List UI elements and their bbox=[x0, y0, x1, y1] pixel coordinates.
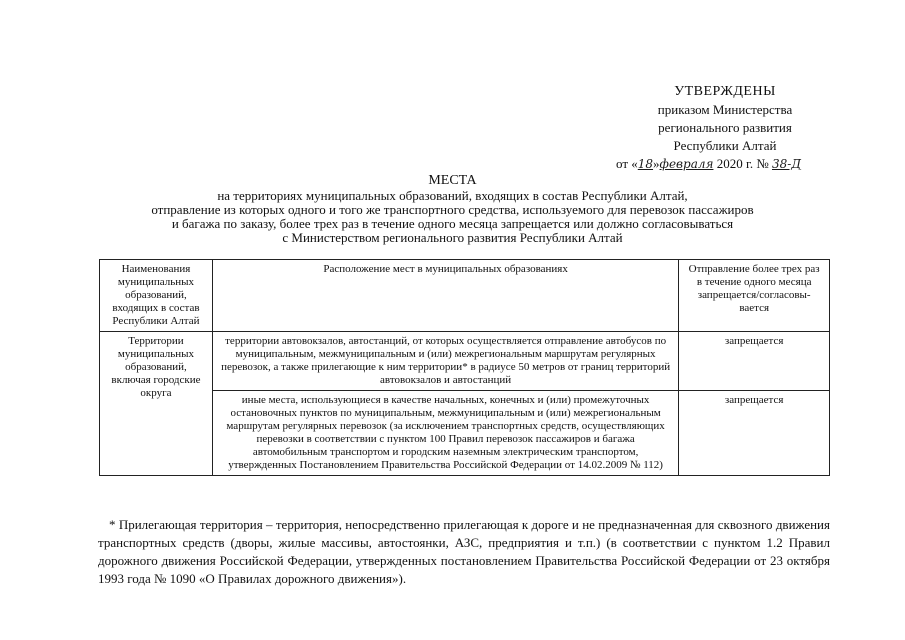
table-header-row bbox=[100, 260, 830, 332]
handwritten-day: 18 bbox=[637, 157, 654, 171]
title-line-1: на территориях муниципальных образований, входящих в состав Республики Алтай, bbox=[217, 188, 688, 203]
places-table bbox=[99, 259, 830, 476]
header-locations: Расположение мест в муниципальных образованиях bbox=[212, 260, 678, 332]
approval-line-2: регионального развития bbox=[658, 120, 792, 135]
footnote: * Прилегающая территория – территория, непосредственно прилегающая к дороге и не предназначенная для сквозного движения транспортных средств (дворы, жилые массивы, автостоянки, АЗС, предприятия и т.п.) (в соответствии с пунктом 1.2 Правил дорожного движения Российской Федерации, утвержденных постановлением Правительства Российской Федерации от 23 октября 1993 года № 1090 «О Правилах дорожного движения»). bbox=[98, 517, 830, 586]
table-row bbox=[100, 332, 830, 391]
approval-date-line bbox=[600, 155, 850, 173]
approval-line-3: Республики Алтай bbox=[673, 138, 777, 153]
title-line-3: и багажа по заказу, более трех раз в течение одного месяца запрещается или должно согласовываться bbox=[171, 216, 734, 231]
status-cell: запрещается bbox=[679, 332, 830, 391]
status-cell: запрещается bbox=[679, 391, 830, 476]
location-cell: территории автовокзалов, автостанций, от которых осуществляется отправление автобусов по муниципальным, межмуниципальным и (или) межрегиональным маршрутам регулярных перевозок, а также прилегающие к ним территории* в радиусе 50 метров от границ территорий автовокзалов и автостанций bbox=[212, 332, 678, 391]
header-municipalities: Наименования муниципальных образований, входящих в состав Республики Алтай bbox=[100, 260, 213, 332]
date-prefix: от « bbox=[616, 156, 638, 171]
date-mid: » bbox=[653, 156, 660, 171]
approval-heading: УТВЕРЖДЕНЫ bbox=[674, 84, 776, 99]
approval-line-1: приказом Министерства bbox=[657, 102, 793, 117]
title-line-2: отправление из которых одного и того же транспортного средства, используемого для перевозок пассажиров bbox=[151, 202, 754, 217]
handwritten-month: февраля bbox=[659, 157, 714, 171]
approval-block bbox=[600, 83, 850, 173]
title-line-4: с Министерством регионального развития Республики Алтай bbox=[282, 230, 623, 245]
group-cell: Территории муниципальных образований, включая городские округа bbox=[100, 332, 213, 476]
handwritten-doc-number: 38-Д bbox=[771, 157, 802, 171]
date-year: 2020 г. № bbox=[713, 156, 772, 171]
header-departure-status: Отправление более трех раз в течение одного месяца запрещается/согласовы-вается bbox=[679, 260, 830, 332]
document-title bbox=[60, 174, 845, 245]
location-cell: иные места, использующиеся в качестве начальных, конечных и (или) промежуточных остановочных пунктов по муниципальным, межмуниципальным и (или) межрегиональным маршрутам регулярных перевозок (за исключением транспортных средств, осуществляющих перевозки в соответствии с пунктом 100 Правил перевозок пассажиров и багажа автомобильным транспортом и городским наземным электрическим транспортом, утвержденных Постановлением Правительства Российской Федерации от 14.02.2009 № 112) bbox=[212, 391, 678, 476]
title-main: МЕСТА bbox=[428, 173, 477, 188]
